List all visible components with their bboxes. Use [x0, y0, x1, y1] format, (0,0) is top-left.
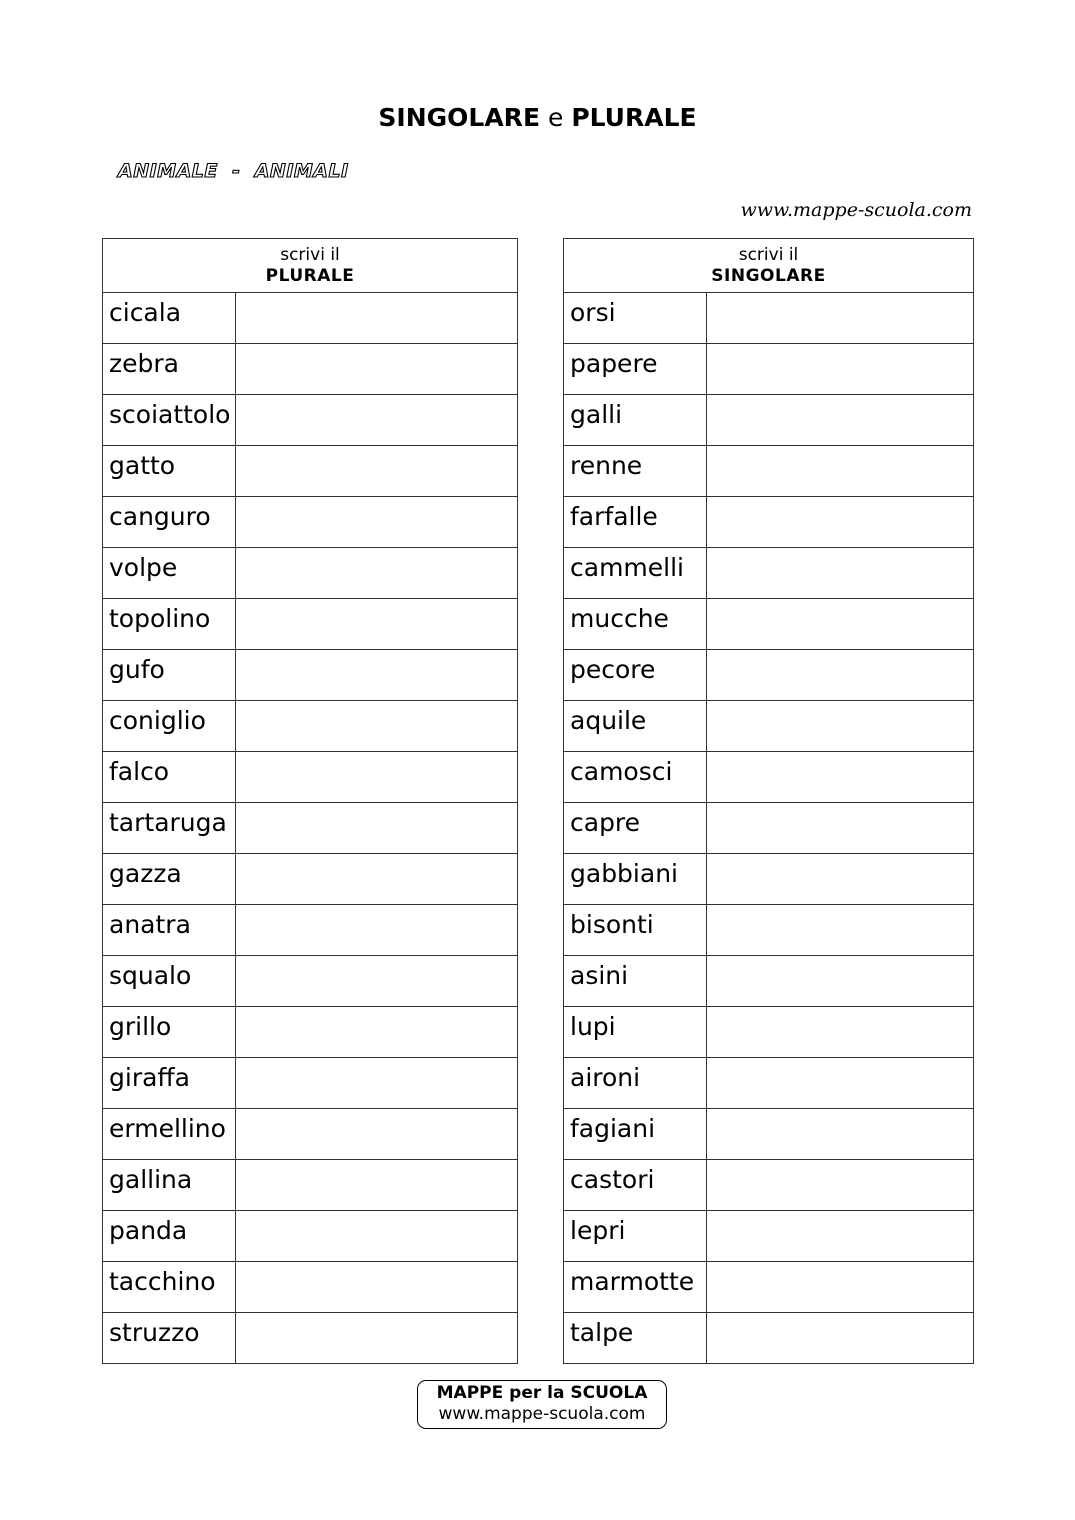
word-cell: zebra — [103, 344, 236, 395]
answer-cell[interactable] — [707, 1160, 974, 1211]
table-row — [564, 548, 974, 599]
word-cell: farfalle — [564, 497, 707, 548]
singular-exercise-table — [563, 238, 974, 1364]
table-row — [103, 956, 518, 1007]
word-cell: bisonti — [564, 905, 707, 956]
header-target: PLURALE — [265, 265, 355, 286]
table-row — [103, 497, 518, 548]
answer-cell[interactable] — [236, 854, 518, 905]
answer-cell[interactable] — [236, 1211, 518, 1262]
table-row — [103, 752, 518, 803]
answer-cell[interactable] — [236, 1262, 518, 1313]
word-cell: orsi — [564, 293, 707, 344]
table-row — [103, 1262, 518, 1313]
word-cell: struzzo — [103, 1313, 236, 1364]
table-row — [564, 803, 974, 854]
word-cell: papere — [564, 344, 707, 395]
singular-table-header — [564, 239, 974, 293]
answer-cell[interactable] — [707, 1313, 974, 1364]
site-url: www.mappe-scuola.com — [740, 199, 972, 221]
table-row — [103, 548, 518, 599]
title-connector: e — [547, 103, 564, 132]
word-cell: asini — [564, 956, 707, 1007]
answer-cell[interactable] — [707, 497, 974, 548]
table-row — [103, 446, 518, 497]
word-cell: aironi — [564, 1058, 707, 1109]
word-cell: pecore — [564, 650, 707, 701]
plural-exercise-table — [102, 238, 518, 1364]
answer-cell[interactable] — [707, 905, 974, 956]
word-cell: tartaruga — [103, 803, 236, 854]
answer-cell[interactable] — [707, 1058, 974, 1109]
answer-cell[interactable] — [236, 1109, 518, 1160]
table-row — [564, 599, 974, 650]
footer-brand: MAPPE per la SCUOLA — [436, 1383, 648, 1403]
table-row — [564, 497, 974, 548]
plural-table-header — [103, 239, 518, 293]
word-cell: galli — [564, 395, 707, 446]
answer-cell[interactable] — [236, 497, 518, 548]
answer-cell[interactable] — [236, 650, 518, 701]
answer-cell[interactable] — [236, 1058, 518, 1109]
table-row — [564, 395, 974, 446]
word-cell: falco — [103, 752, 236, 803]
answer-cell[interactable] — [707, 1109, 974, 1160]
answer-cell[interactable] — [236, 803, 518, 854]
table-row — [103, 344, 518, 395]
answer-cell[interactable] — [707, 650, 974, 701]
word-cell: scoiattolo — [103, 395, 236, 446]
answer-cell[interactable] — [236, 599, 518, 650]
table-row — [564, 854, 974, 905]
word-cell: giraffa — [103, 1058, 236, 1109]
table-row — [564, 1007, 974, 1058]
table-row — [564, 1058, 974, 1109]
word-cell: aquile — [564, 701, 707, 752]
answer-cell[interactable] — [236, 701, 518, 752]
table-row — [564, 293, 974, 344]
word-cell: gazza — [103, 854, 236, 905]
table-row — [564, 446, 974, 497]
word-cell: renne — [564, 446, 707, 497]
word-cell: gallina — [103, 1160, 236, 1211]
footer-badge — [417, 1380, 667, 1429]
answer-cell[interactable] — [236, 446, 518, 497]
word-cell: ermellino — [103, 1109, 236, 1160]
word-cell: panda — [103, 1211, 236, 1262]
answer-cell[interactable] — [236, 905, 518, 956]
answer-cell[interactable] — [236, 752, 518, 803]
table-row — [564, 1211, 974, 1262]
answer-cell[interactable] — [707, 854, 974, 905]
word-cell: marmotte — [564, 1262, 707, 1313]
answer-cell[interactable] — [236, 1160, 518, 1211]
word-cell: cammelli — [564, 548, 707, 599]
word-cell: volpe — [103, 548, 236, 599]
table-row — [564, 1109, 974, 1160]
table-row — [103, 905, 518, 956]
word-cell: mucche — [564, 599, 707, 650]
word-cell: canguro — [103, 497, 236, 548]
table-row — [564, 956, 974, 1007]
table-row — [103, 1109, 518, 1160]
table-row — [103, 1160, 518, 1211]
word-cell: cicala — [103, 293, 236, 344]
table-row — [564, 1262, 974, 1313]
table-row — [103, 854, 518, 905]
table-row — [564, 701, 974, 752]
word-cell: squalo — [103, 956, 236, 1007]
table-row — [564, 752, 974, 803]
table-row — [103, 701, 518, 752]
footer-url: www.mappe-scuola.com — [438, 1404, 646, 1424]
word-cell: talpe — [564, 1313, 707, 1364]
answer-cell[interactable] — [236, 548, 518, 599]
answer-cell[interactable] — [707, 599, 974, 650]
answer-cell[interactable] — [236, 1007, 518, 1058]
answer-cell[interactable] — [707, 1262, 974, 1313]
answer-cell[interactable] — [236, 1313, 518, 1364]
header-instruction: scrivi il — [738, 244, 799, 265]
word-cell: gatto — [103, 446, 236, 497]
table-row — [103, 650, 518, 701]
title-plurale: PLURALE — [571, 103, 697, 132]
word-cell: gabbiani — [564, 854, 707, 905]
answer-cell[interactable] — [707, 395, 974, 446]
page-title — [0, 100, 1075, 136]
header-instruction: scrivi il — [280, 244, 340, 265]
table-row — [103, 293, 518, 344]
table-row — [103, 1313, 518, 1364]
word-cell: coniglio — [103, 701, 236, 752]
word-cell: grillo — [103, 1007, 236, 1058]
title-singolare: SINGOLARE — [378, 103, 541, 132]
table-row — [103, 599, 518, 650]
table-row — [564, 344, 974, 395]
page-subtitle: ANIMALE - ANIMALI — [118, 160, 349, 182]
word-cell: lepri — [564, 1211, 707, 1262]
word-cell: tacchino — [103, 1262, 236, 1313]
table-row — [103, 1007, 518, 1058]
word-cell: camosci — [564, 752, 707, 803]
table-row — [103, 1058, 518, 1109]
header-target: SINGOLARE — [711, 265, 826, 286]
answer-cell[interactable] — [707, 446, 974, 497]
word-cell: capre — [564, 803, 707, 854]
answer-cell[interactable] — [236, 395, 518, 446]
answer-cell[interactable] — [707, 956, 974, 1007]
table-row — [564, 1313, 974, 1364]
word-cell: topolino — [103, 599, 236, 650]
answer-cell[interactable] — [236, 344, 518, 395]
answer-cell[interactable] — [707, 803, 974, 854]
answer-cell[interactable] — [707, 1211, 974, 1262]
answer-cell[interactable] — [707, 752, 974, 803]
table-row — [103, 803, 518, 854]
answer-cell[interactable] — [707, 293, 974, 344]
answer-cell[interactable] — [707, 344, 974, 395]
answer-cell[interactable] — [236, 293, 518, 344]
answer-cell[interactable] — [236, 956, 518, 1007]
answer-cell[interactable] — [707, 548, 974, 599]
word-cell: lupi — [564, 1007, 707, 1058]
table-row — [564, 650, 974, 701]
word-cell: gufo — [103, 650, 236, 701]
word-cell: anatra — [103, 905, 236, 956]
word-cell: castori — [564, 1160, 707, 1211]
table-row — [564, 905, 974, 956]
table-row — [103, 1211, 518, 1262]
answer-cell[interactable] — [707, 1007, 974, 1058]
table-row — [103, 395, 518, 446]
table-row — [564, 1160, 974, 1211]
answer-cell[interactable] — [707, 701, 974, 752]
word-cell: fagiani — [564, 1109, 707, 1160]
